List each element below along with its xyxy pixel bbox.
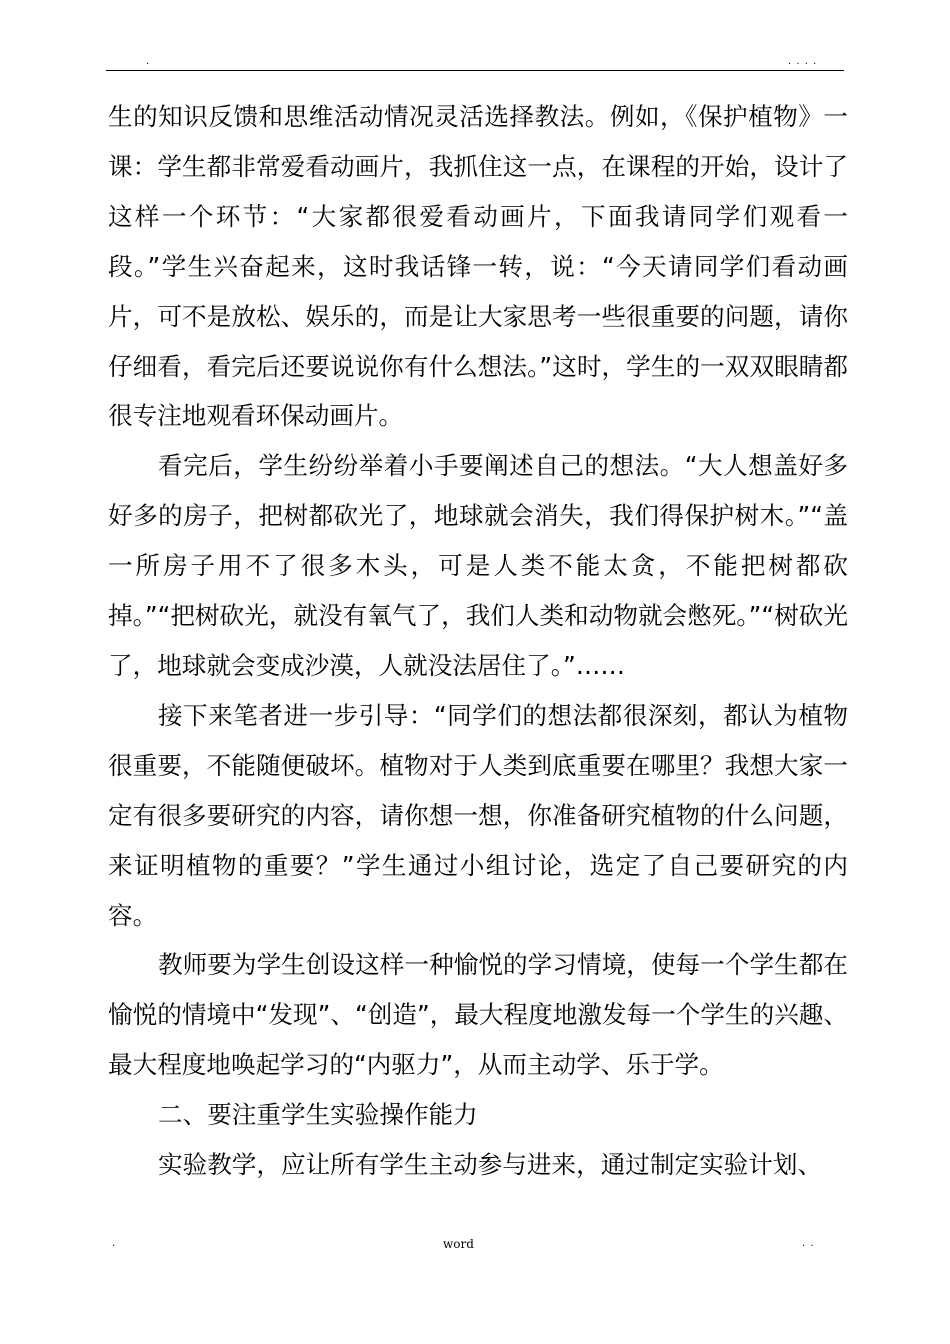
footer-left-mark: . — [112, 1238, 116, 1249]
footer-right-mark: . . — [802, 1238, 815, 1249]
header-right-mark: . . . . — [788, 56, 818, 67]
section-heading: 二、要注重学生实验操作能力 — [158, 1100, 478, 1130]
paragraph-5: 实验教学，应让所有学生主动参与进来，通过制定实验计划、 — [158, 1150, 823, 1180]
header-rule — [106, 70, 844, 71]
footer-label: word — [443, 1237, 474, 1251]
paragraph-1: 生的知识反馈和思维活动情况灵活选择教法。例如，《保护植物》一课：学生都非常爱看动画片，我抓住这一点，在课程的开始，设计了这样一个环节：“大家都很爱看动画片，下面我请同学们观看一段。”学生兴奋起来，这时我话锋一转，说：“今天请同学们看动画片，可不是放松、娱乐的，而是让大家思考一些很重要的问题，请你仔细看，看完后还要说说你有什么想法。”这时，学生的一双双眼睛都很专注地观看环保动画片。 — [108, 102, 848, 431]
paragraph-2: 看完后，学生纷纷举着小手要阐述自己的想法。“大人想盖好多好多的房子，把树都砍光了，地球就会消失，我们得保护树木。”“盖一所房子用不了很多木头，可是人类不能太贪，不能把树都砍掉。”“把树砍光，就没有氧气了，我们人类和动物就会憋死。”“树砍光了，地球就会变成沙漠，人就没法居住了。”…… — [108, 451, 848, 680]
header-left-mark: . — [146, 56, 150, 67]
paragraph-3: 接下来笔者进一步引导：“同学们的想法都很深刻，都认为植物很重要，不能随便破坏。植物对于人类到底重要在哪里？我想大家一定有很多要研究的内容，请你想一想，你准备研究植物的什么问题，来证明植物的重要？”学生通过小组讨论，选定了自己要研究的内容。 — [108, 700, 848, 930]
paragraph-4: 教师要为学生创设这样一种愉悦的学习情境，使每一个学生都在愉悦的情境中“发现”、“创造”，最大程度地激发每一个学生的兴趣、最大程度地唤起学习的“内驱力”，从而主动学、乐于学。 — [108, 950, 848, 1080]
document-body — [108, 92, 848, 1190]
